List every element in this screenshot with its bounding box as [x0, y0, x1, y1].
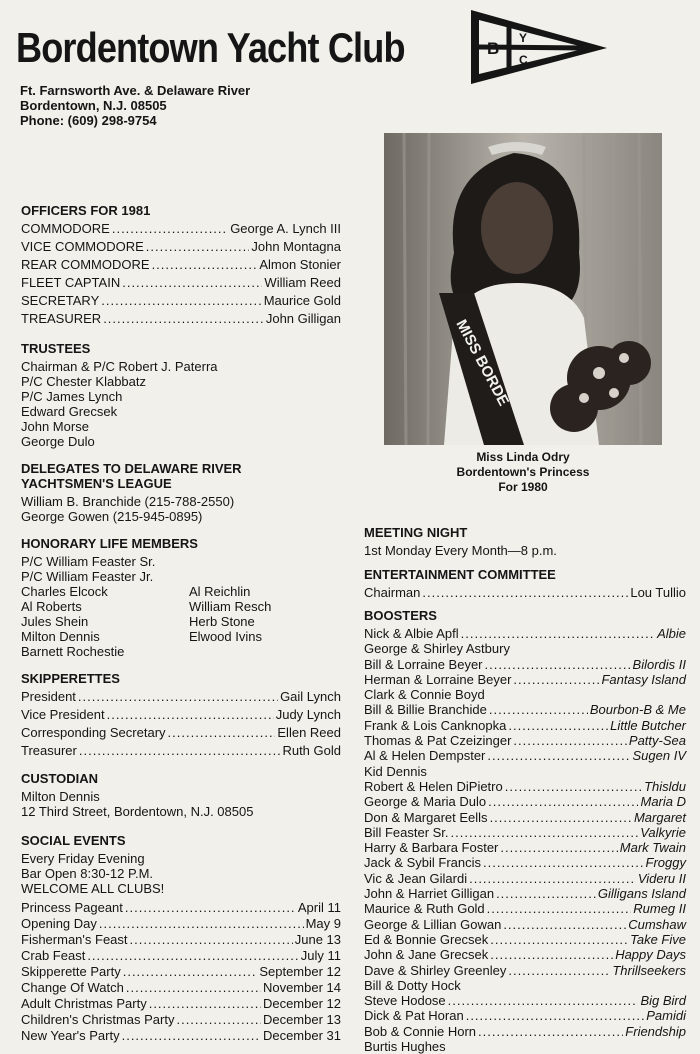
page-title: Bordentown Yacht Club	[16, 24, 405, 71]
honorary-member: Barnett Rochestie	[21, 644, 125, 659]
booster-boat: Thrillseekers	[612, 962, 686, 978]
officer-row	[21, 275, 341, 293]
entertainment-name: Lou Tullio	[630, 585, 686, 600]
social-heading: SOCIAL EVENTS	[21, 833, 126, 848]
booster-name: Burtis Hughes	[364, 1039, 446, 1054]
custodian-address: 12 Third Street, Bordentown, N.J. 08505	[21, 804, 254, 819]
booster-name: Al & Helen Dempster	[364, 748, 486, 764]
honorary-member: Jules Shein	[21, 614, 89, 629]
event-date: June 13	[294, 932, 341, 947]
event-name: Children's Christmas Party	[21, 1012, 175, 1027]
officers-section	[21, 203, 341, 329]
social-intro: Bar Open 8:30-12 P.M.	[21, 866, 154, 881]
booster-name: Vic & Jean Gilardi	[364, 870, 468, 886]
booster-boat: Rumeg II	[633, 901, 686, 917]
event-name: Opening Day	[21, 916, 97, 931]
officer-role: TREASURER	[21, 311, 102, 326]
event-date: September 12	[259, 964, 341, 979]
skipperette-name: Ellen Reed	[277, 725, 341, 740]
booster-boat: Big Bird	[640, 993, 686, 1009]
event-row	[21, 916, 341, 932]
phone-line: Phone: (609) 298-9754	[20, 113, 157, 128]
booster-row	[364, 641, 686, 656]
entertainment-heading: ENTERTAINMENT COMMITTEE	[364, 567, 556, 582]
trustee-name: P/C Chester Klabbatz	[21, 374, 147, 389]
booster-row	[364, 825, 686, 840]
custodian-section	[21, 771, 341, 819]
custodian-heading: CUSTODIAN	[21, 771, 99, 786]
event-row	[21, 948, 341, 964]
booster-row	[364, 810, 686, 825]
officer-row	[21, 311, 341, 329]
skipperette-row	[21, 743, 341, 761]
booster-name: Robert & Helen DiPietro	[364, 778, 503, 794]
booster-name: Don & Margaret Eells	[364, 809, 488, 825]
booster-boat: Valkyrie	[640, 824, 686, 840]
officers-heading: OFFICERS FOR 1981	[21, 203, 151, 218]
honorary-section	[21, 536, 341, 659]
delegate-name: George Gowen (215-945-0895)	[21, 509, 203, 524]
delegates-heading: DELEGATES TO DELAWARE RIVER	[21, 461, 242, 476]
sash-text: MISS BORDE	[452, 316, 513, 409]
social-section	[21, 833, 341, 1044]
booster-name: Bill & Dotty Hock	[364, 977, 461, 993]
officer-name: George A. Lynch III	[230, 221, 341, 236]
booster-boat: Friendship	[625, 1023, 686, 1039]
skipperette-row	[21, 725, 341, 743]
event-name: Change Of Watch	[21, 980, 124, 995]
booster-name: Steve Hodose	[364, 993, 446, 1009]
honorary-member: Charles Elcock	[21, 584, 108, 599]
booster-row	[364, 947, 686, 962]
booster-row	[364, 993, 686, 1008]
booster-row	[364, 718, 686, 733]
booster-boat: Froggy	[645, 855, 686, 871]
booster-row	[364, 779, 686, 794]
booster-name: Clark & Connie Boyd	[364, 687, 485, 703]
princess-photo	[384, 133, 662, 445]
officer-name: Maurice Gold	[263, 293, 341, 308]
skipperettes-heading: SKIPPERETTES	[21, 671, 120, 686]
booster-boat: Albie	[657, 626, 686, 641]
booster-name: Kid Dennis	[364, 763, 427, 779]
event-date: July 11	[300, 948, 341, 963]
booster-name: Dave & Shirley Greenley	[364, 962, 507, 978]
boosters-list	[364, 626, 686, 1054]
custodian-name: Milton Dennis	[21, 789, 100, 804]
honorary-member: Al Roberts	[21, 599, 82, 614]
social-intro: Every Friday Evening	[21, 851, 145, 866]
skipperette-name: Ruth Gold	[282, 743, 341, 758]
booster-row	[364, 978, 686, 993]
entertainment-row	[364, 585, 686, 603]
officer-row	[21, 221, 341, 239]
trustees-section	[21, 341, 341, 449]
booster-name: Nick & Albie Apfl	[364, 626, 459, 641]
delegates-section	[21, 461, 341, 524]
booster-name: Herman & Lorraine Beyer	[364, 671, 512, 687]
address-line: Bordentown, N.J. 08505	[20, 98, 167, 113]
booster-row	[364, 733, 686, 748]
honorary-heading: HONORARY LIFE MEMBERS	[21, 536, 198, 551]
booster-name: Bill Feaster Sr.	[364, 824, 449, 840]
delegates-heading-line-2: YACHTSMEN'S LEAGUE	[21, 476, 172, 491]
event-date: December 12	[262, 996, 341, 1011]
booster-name: John & Jane Grecsek	[364, 947, 489, 963]
booster-row	[364, 963, 686, 978]
booster-name: Frank & Lois Canknopka	[364, 717, 507, 733]
pennant-letter-c: C	[519, 53, 528, 67]
event-date: December 13	[262, 1012, 341, 1027]
officer-row	[21, 239, 341, 257]
booster-boat: Patty-Sea	[628, 733, 686, 749]
trustee-name: George Dulo	[21, 434, 95, 449]
event-row	[21, 900, 341, 916]
officer-name: Almon Stonier	[259, 257, 341, 272]
entertainment-section	[364, 567, 686, 603]
event-row	[21, 1012, 341, 1028]
booster-row	[364, 932, 686, 947]
skipperette-name: Judy Lynch	[275, 707, 341, 722]
booster-boat: Videru II	[637, 870, 686, 886]
caption-line: Bordentown's Princess	[456, 465, 590, 479]
booster-name: Jack & Sybil Francis	[364, 855, 482, 871]
officer-name: John Gilligan	[265, 311, 341, 326]
booster-name: Thomas & Pat Czeizinger	[364, 733, 512, 749]
booster-name: Dick & Pat Horan	[364, 1008, 464, 1024]
trustee-name: P/C James Lynch	[21, 389, 123, 404]
booster-row	[364, 687, 686, 702]
trustee-name: John Morse	[21, 419, 89, 434]
skipperette-row	[21, 707, 341, 725]
skipperette-name: Gail Lynch	[280, 689, 341, 704]
booster-name: Harry & Barbara Foster	[364, 840, 499, 856]
photo-caption	[384, 450, 662, 495]
social-intro: WELCOME ALL CLUBS!	[21, 881, 165, 896]
booster-name: George & Shirley Astbury	[364, 641, 510, 657]
booster-row	[364, 1039, 686, 1054]
officer-role: FLEET CAPTAIN	[21, 275, 121, 290]
event-date: May 9	[305, 916, 341, 931]
event-date: December 31	[262, 1028, 341, 1043]
skipperette-row	[21, 689, 341, 707]
officer-role: COMMODORE	[21, 221, 110, 236]
officer-role: REAR COMMODORE	[21, 257, 150, 272]
meeting-section	[364, 525, 686, 558]
event-row	[21, 996, 341, 1012]
trustee-name: Edward Grecsek	[21, 404, 118, 419]
booster-row	[364, 886, 686, 901]
booster-row	[364, 764, 686, 779]
booster-row	[364, 901, 686, 916]
club-burgee-logo	[469, 6, 609, 86]
left-column	[21, 203, 341, 1044]
address-line: Ft. Farnsworth Ave. & Delaware River	[20, 83, 251, 98]
booster-row	[364, 672, 686, 687]
event-row	[21, 1028, 341, 1044]
booster-boat: Maria D	[640, 794, 686, 810]
officer-row	[21, 293, 341, 311]
pennant-letter-y: Y	[519, 31, 528, 45]
honorary-member: P/C William Feaster Jr.	[21, 569, 154, 584]
booster-boat: Bilordis II	[632, 656, 686, 672]
skipperette-role: Vice President	[21, 707, 105, 722]
booster-boat: Pamidi	[646, 1008, 686, 1024]
delegate-name: William B. Branchide (215-788-2550)	[21, 494, 235, 509]
meeting-text: 1st Monday Every Month—8 p.m.	[364, 543, 557, 558]
honorary-grid	[21, 584, 341, 659]
booster-name: Bob & Connie Horn	[364, 1023, 477, 1039]
officer-role: VICE COMMODORE	[21, 239, 144, 254]
booster-row	[364, 917, 686, 932]
meeting-heading: MEETING NIGHT	[364, 525, 468, 540]
event-name: New Year's Party	[21, 1028, 120, 1043]
event-row	[21, 932, 341, 948]
event-date: April 11	[297, 900, 341, 915]
caption-line: Miss Linda Odry	[476, 450, 570, 464]
event-name: Skipperette Party	[21, 964, 121, 979]
booster-row	[364, 1008, 686, 1023]
event-row	[21, 964, 341, 980]
booster-boat: Happy Days	[615, 947, 686, 963]
club-address	[20, 83, 250, 128]
booster-boat: Margaret	[633, 809, 686, 825]
event-name: Princess Pageant	[21, 900, 123, 915]
honorary-member: P/C William Feaster Sr.	[21, 554, 156, 569]
skipperettes-section	[21, 671, 341, 761]
booster-name: Maurice & Ruth Gold	[364, 901, 485, 917]
booster-boat: Gilligans Island	[597, 886, 686, 902]
booster-row	[364, 871, 686, 886]
officer-role: SECRETARY	[21, 293, 100, 308]
booster-row	[364, 748, 686, 763]
skipperette-role: Corresponding Secretary	[21, 725, 166, 740]
princess-photo-illustration	[384, 133, 662, 445]
booster-boat: Bourbon-B & Me	[589, 702, 686, 718]
booster-name: Bill & Lorraine Beyer	[364, 656, 483, 672]
boosters-section	[364, 608, 686, 1054]
boosters-heading: BOOSTERS	[364, 608, 437, 623]
booster-boat: Sugen IV	[632, 748, 686, 764]
booster-name: John & Harriet Gilligan	[364, 886, 495, 902]
booster-boat: Mark Twain	[619, 840, 686, 856]
officer-row	[21, 257, 341, 275]
honorary-member: Herb Stone	[189, 614, 255, 629]
right-column	[364, 525, 686, 1054]
honorary-member: Milton Dennis	[21, 629, 100, 644]
booster-boat: Fantasy Island	[601, 671, 686, 687]
booster-row	[364, 626, 686, 641]
caption-line: For 1980	[498, 480, 548, 494]
event-date: November 14	[262, 980, 341, 995]
booster-name: George & Lillian Gowan	[364, 916, 502, 932]
booster-name: Ed & Bonnie Grecsek	[364, 931, 489, 947]
booster-row	[364, 855, 686, 870]
event-name: Adult Christmas Party	[21, 996, 147, 1011]
pennant-letter-b: B	[487, 39, 500, 58]
event-row	[21, 980, 341, 996]
booster-name: George & Maria Dulo	[364, 794, 487, 810]
booster-boat: Thisldu	[644, 778, 686, 794]
honorary-member: Al Reichlin	[189, 584, 251, 599]
booster-name: Bill & Billie Branchide	[364, 702, 487, 718]
booster-boat: Cumshaw	[628, 916, 686, 932]
trustee-name: Chairman & P/C Robert J. Paterra	[21, 359, 218, 374]
booster-row	[364, 702, 686, 717]
officer-name: William Reed	[264, 275, 341, 290]
booster-boat: Little Butcher	[610, 717, 686, 733]
entertainment-role: Chairman	[364, 585, 421, 600]
event-name: Fisherman's Feast	[21, 932, 128, 947]
skipperette-role: President	[21, 689, 76, 704]
skipperette-role: Treasurer	[21, 743, 77, 758]
booster-boat: Take Five	[630, 931, 686, 947]
booster-row	[364, 1024, 686, 1039]
officer-name: John Montagna	[251, 239, 341, 254]
honorary-member: William Resch	[189, 599, 272, 614]
trustees-heading: TRUSTEES	[21, 341, 91, 356]
honorary-member: Elwood Ivins	[189, 629, 262, 644]
booster-row	[364, 794, 686, 809]
event-name: Crab Feast	[21, 948, 86, 963]
booster-row	[364, 657, 686, 672]
booster-row	[364, 840, 686, 855]
